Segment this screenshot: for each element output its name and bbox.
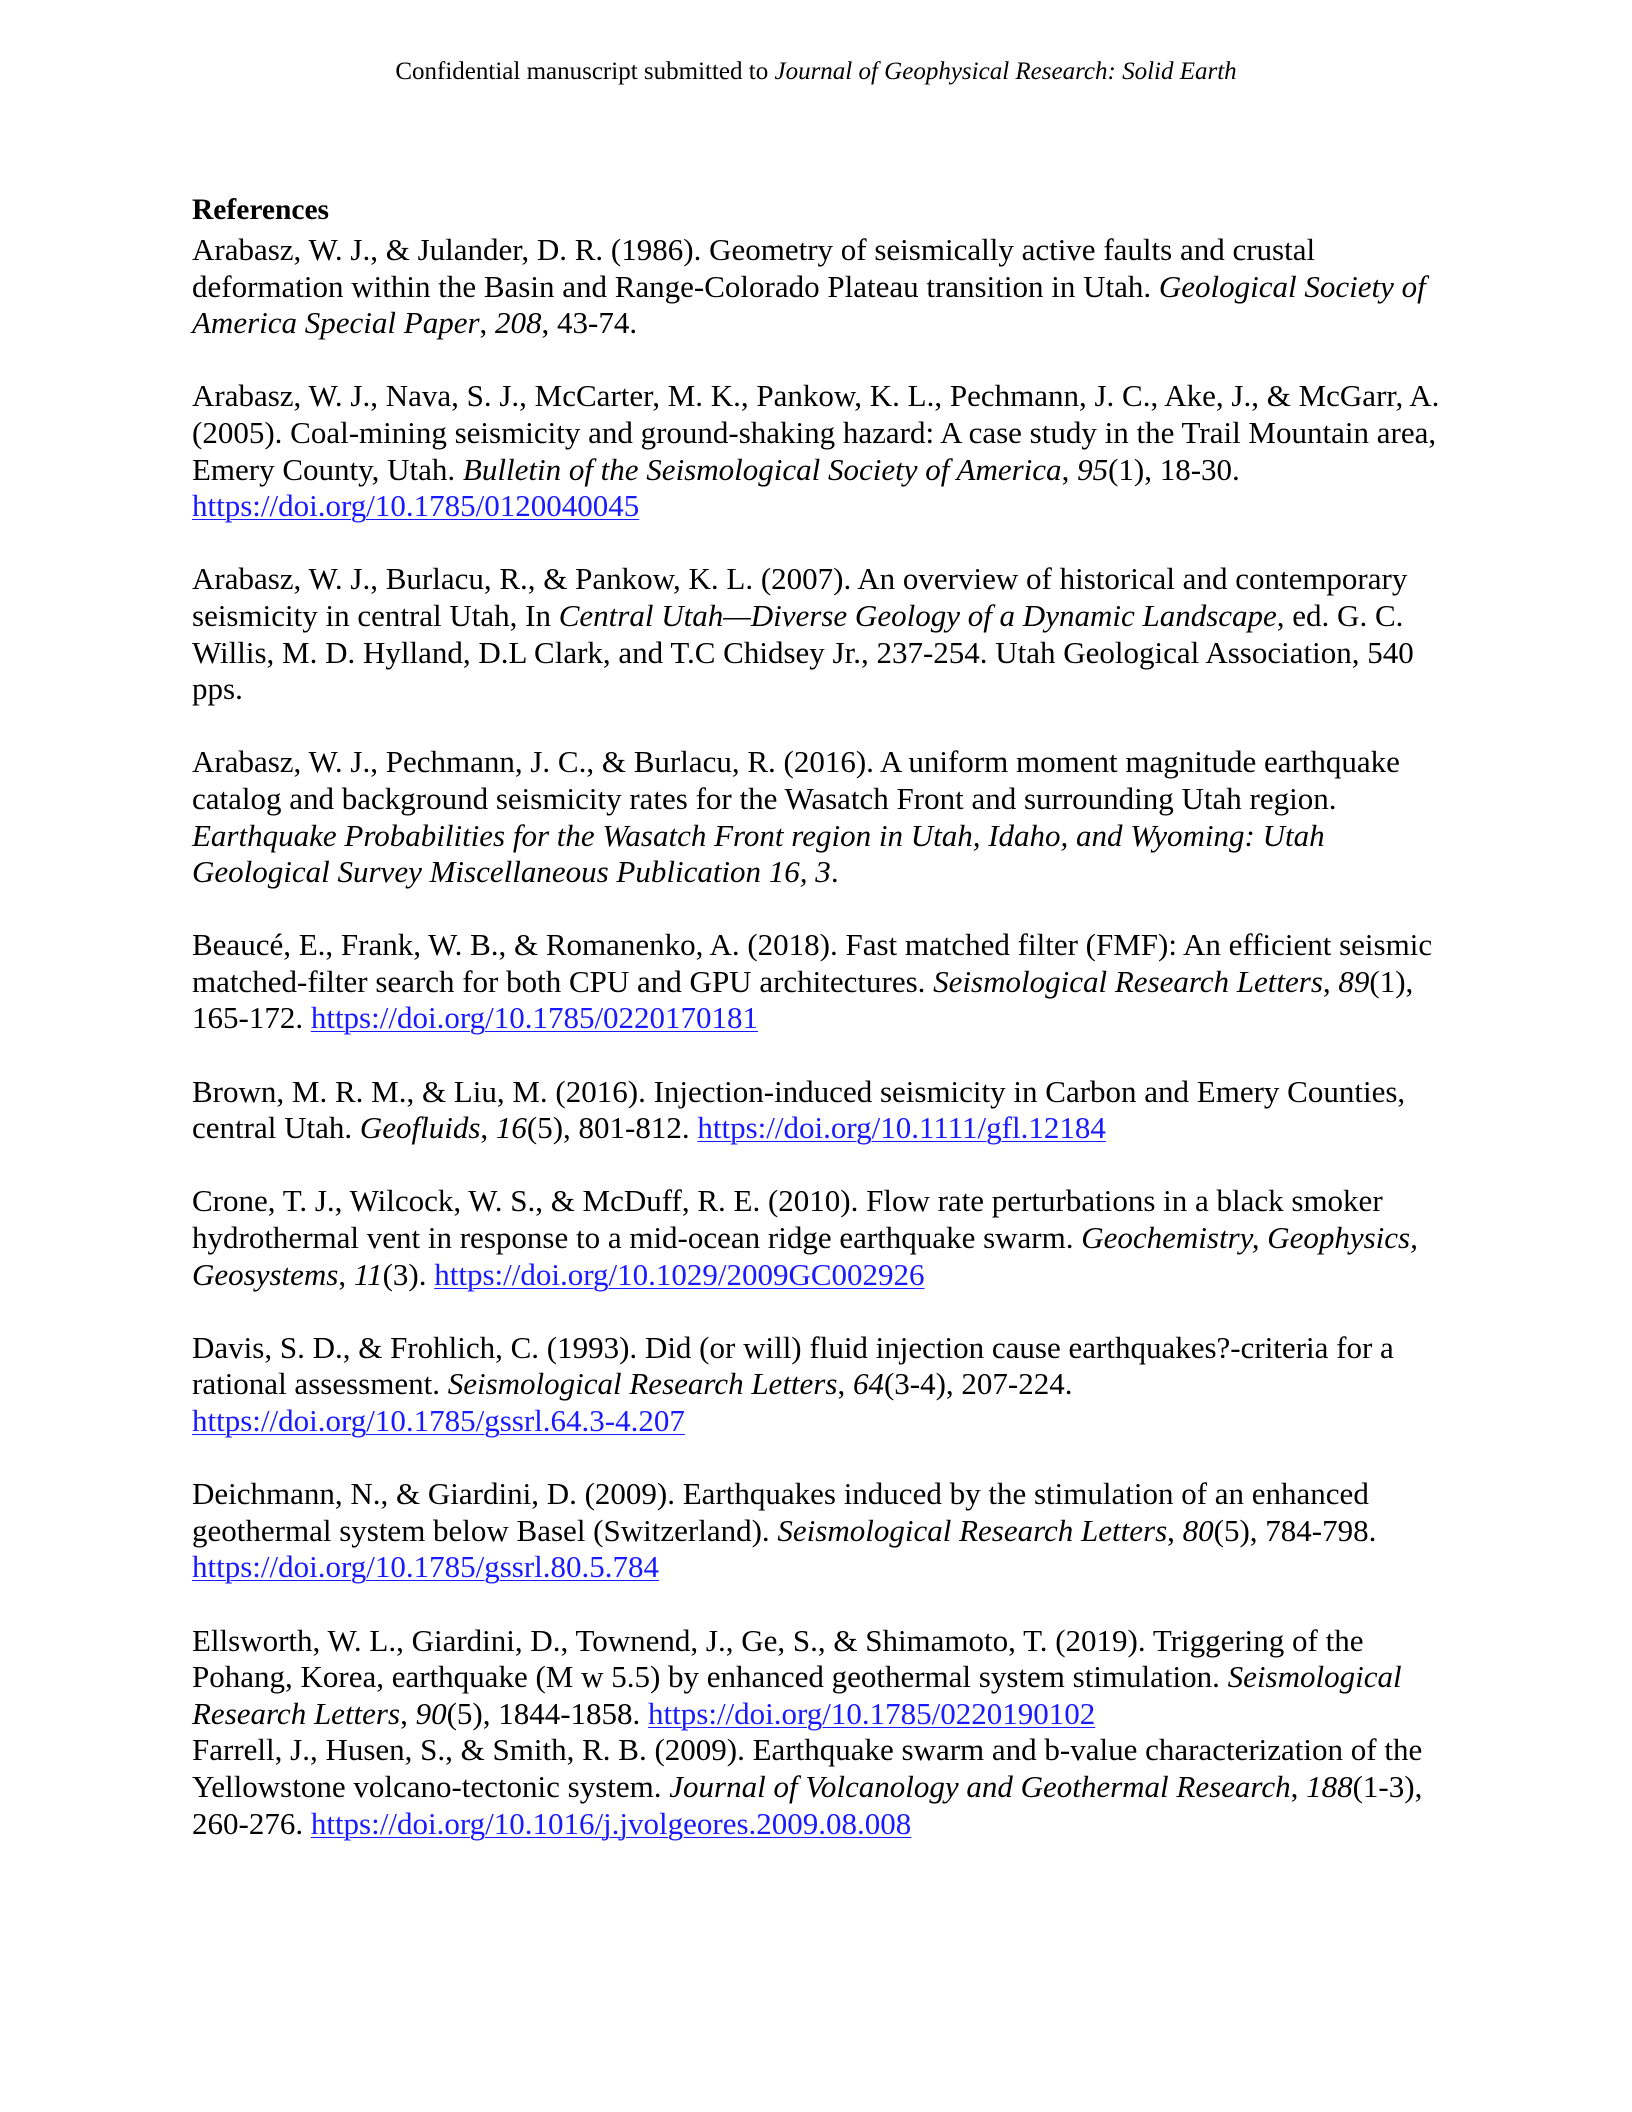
ref-source: Seismological Research Letters bbox=[447, 1366, 838, 1402]
ref-text: Davis, S. D., & Frohlich, C. (1993). Did (or will) fluid injection cause earthquakes?-criteria for a rational assessment. bbox=[192, 1329, 1394, 1402]
references-section bbox=[192, 192, 1442, 1879]
ref-source: Seismological Research Letters bbox=[777, 1512, 1168, 1548]
reference-item bbox=[192, 1732, 1442, 1842]
ref-sep: , bbox=[1322, 963, 1339, 999]
ref-volume: 90 bbox=[415, 1695, 447, 1731]
ref-volume: 64 bbox=[852, 1366, 884, 1402]
ref-source: Seismological Research Letters bbox=[933, 963, 1323, 999]
doi-link[interactable]: https://doi.org/10.1785/gssrl.80.5.784 bbox=[192, 1549, 660, 1585]
running-header bbox=[0, 55, 1632, 89]
ref-volume: 11 bbox=[353, 1256, 383, 1292]
ref-sep: , bbox=[400, 1695, 416, 1731]
ref-tail: (5), 801-812. bbox=[526, 1110, 698, 1146]
ref-source: Bulletin of the Seismological Society of America bbox=[462, 451, 1062, 487]
ref-text: Arabasz, W. J., Nava, S. J., McCarter, M. K., Pankow, K. L., Pechmann, J. C., Ake, J., & McGarr, A. (2005). Coal-mining seismicity and ground-shaking hazard: A case study in the Trail Mountain area, Emery County, Utah. bbox=[192, 378, 1440, 487]
ref-volume: 95 bbox=[1077, 451, 1109, 487]
ref-source: Geological Society of America Special Paper bbox=[192, 268, 1426, 341]
ref-text: Brown, M. R. M., & Liu, M. (2016). Injection-induced seismicity in Carbon and Emery Counties, central Utah. bbox=[192, 1073, 1406, 1146]
doi-link[interactable]: https://doi.org/10.1785/0120040045 bbox=[192, 488, 640, 524]
ref-tail: (5), 784-798. bbox=[1213, 1512, 1377, 1548]
reference-item bbox=[192, 1476, 1442, 1586]
ref-tail: (1), 18-30. bbox=[1108, 451, 1240, 487]
doi-link[interactable]: https://doi.org/10.1016/j.jvolgeores.2009.08.008 bbox=[310, 1805, 912, 1841]
ref-volume: 80 bbox=[1182, 1512, 1214, 1548]
ref-volume: 188 bbox=[1306, 1768, 1353, 1804]
ref-tail: (3). bbox=[382, 1256, 435, 1292]
ref-source: Geofluids bbox=[359, 1110, 481, 1146]
ref-source: Journal of Volcanology and Geothermal Research bbox=[669, 1768, 1291, 1804]
doi-link[interactable]: https://doi.org/10.1785/0220190102 bbox=[648, 1695, 1096, 1731]
ref-source: Earthquake Probabilities for the Wasatch Front region in Utah, Idaho, and Wyoming: Utah Geological Survey Miscellaneous Publication 16, 3 bbox=[192, 817, 1325, 890]
ref-sep: , bbox=[480, 1110, 496, 1146]
ref-sep: , bbox=[479, 305, 496, 341]
ref-text: Farrell, J., Husen, S., & Smith, R. B. (2009). Earthquake swarm and b-value characterization of the Yellowstone volcano-tectonic system. bbox=[192, 1732, 1423, 1804]
ref-volume: 208 bbox=[495, 305, 542, 341]
ref-volume: 89 bbox=[1338, 963, 1370, 999]
doi-link[interactable]: https://doi.org/10.1785/0220170181 bbox=[310, 1000, 759, 1036]
reference-item bbox=[192, 1183, 1442, 1293]
ref-tail: , ed. G. C. Willis, M. D. Hylland, D.L Clark, and T.C Chidsey Jr., 237-254. Utah Geological Association, 540 pps. bbox=[192, 597, 1414, 707]
doi-link[interactable]: https://doi.org/10.1029/2009GC002926 bbox=[434, 1256, 925, 1292]
ref-text: Ellsworth, W. L., Giardini, D., Townend, J., Ge, S., & Shimamoto, T. (2019). Triggering of the Pohang, Korea, earthquake (M w 5.5) by enhanced geothermal system stimulation. bbox=[192, 1622, 1364, 1695]
ref-text: Arabasz, W. J., Pechmann, J. C., & Burlacu, R. (2016). A uniform moment magnitude earthquake catalog and background seismicity rates for the Wasatch Front and surrounding Utah region. bbox=[192, 744, 1400, 816]
ref-text: Arabasz, W. J., & Julander, D. R. (1986). Geometry of seismically active faults and crustal deformation within the Basin and Range-Colorado Plateau transition in Utah. bbox=[192, 232, 1316, 304]
ref-sep: , bbox=[338, 1256, 354, 1292]
header-journal: Journal of Geophysical Research: Solid Earth bbox=[774, 58, 1237, 85]
ref-tail: (1), 165-172. bbox=[192, 963, 1414, 1036]
reference-item bbox=[192, 744, 1442, 890]
ref-sep: , bbox=[837, 1366, 853, 1402]
doi-link[interactable]: https://doi.org/10.1785/gssrl.64.3-4.207 bbox=[192, 1403, 685, 1438]
reference-item bbox=[192, 1074, 1442, 1147]
ref-sep: , bbox=[1167, 1512, 1183, 1548]
ref-text: Crone, T. J., Wilcock, W. S., & McDuff, R. E. (2010). Flow rate perturbations in a black smoker hydrothermal vent in response to a mid-ocean ridge earthquake swarm. bbox=[192, 1183, 1383, 1256]
reference-item bbox=[192, 232, 1442, 342]
reference-item bbox=[192, 1330, 1442, 1440]
ref-text: Deichmann, N., & Giardini, D. (2009). Earthquakes induced by the stimulation of an enhanced geothermal system below Basel (Switzerland). bbox=[192, 1476, 1369, 1548]
reference-item bbox=[192, 1623, 1442, 1733]
ref-source: Central Utah—Diverse Geology of a Dynamic Landscape bbox=[558, 597, 1277, 633]
ref-tail: (1-3), 260-276. bbox=[192, 1768, 1423, 1841]
ref-source: Geochemistry, Geophysics, Geosystems bbox=[192, 1220, 1418, 1292]
ref-text: Beaucé, E., Frank, W. B., & Romanenko, A. (2018). Fast matched filter (FMF): An efficient seismic matched-filter search for both CPU and GPU architectures. bbox=[192, 927, 1433, 999]
ref-sep: , bbox=[1061, 451, 1078, 487]
section-title: References bbox=[192, 194, 330, 226]
header-prefix: Confidential manuscript submitted to bbox=[395, 58, 775, 85]
reference-item bbox=[192, 927, 1442, 1037]
ref-tail: . bbox=[830, 854, 839, 890]
ref-volume: 16 bbox=[495, 1110, 527, 1146]
ref-tail: , 43-74. bbox=[541, 305, 638, 341]
ref-tail: (5), 1844-1858. bbox=[446, 1695, 649, 1731]
reference-item bbox=[192, 378, 1442, 524]
ref-text: Arabasz, W. J., Burlacu, R., & Pankow, K. L. (2007). An overview of historical and contemporary seismicity in central Utah, In bbox=[192, 561, 1408, 633]
ref-source: Seismological Research Letters bbox=[192, 1659, 1402, 1731]
reference-item bbox=[192, 561, 1442, 707]
ref-tail: (3-4), 207-224. bbox=[883, 1366, 1073, 1402]
doi-link[interactable]: https://doi.org/10.1111/gfl.12184 bbox=[697, 1110, 1106, 1146]
ref-sep: , bbox=[1290, 1768, 1307, 1804]
